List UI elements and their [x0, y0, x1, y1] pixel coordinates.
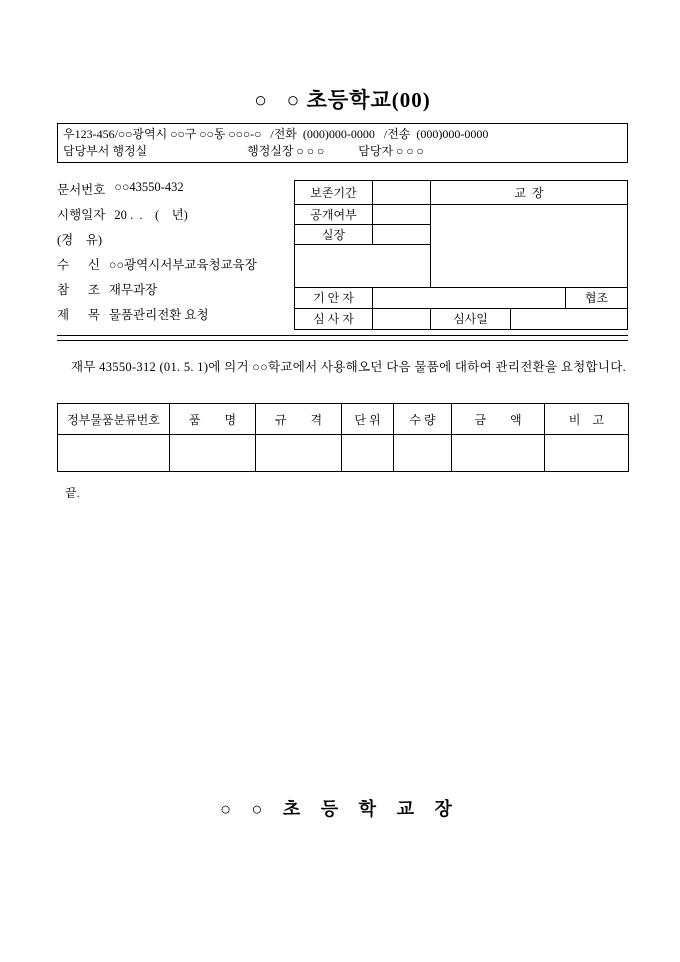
item-cell	[58, 435, 170, 472]
examiner-label-cell: 심 사 자	[294, 308, 372, 329]
retention-label-cell: 보존기간	[294, 181, 372, 205]
item-cell	[394, 435, 452, 472]
document-info-section	[57, 180, 628, 330]
doc-info-row-date	[57, 205, 294, 230]
doc-info-value: ○○광역시서부교육청교육장	[108, 258, 257, 272]
drafter-label-cell: 기 안 자	[294, 287, 372, 308]
doc-info-value: ○○43550-432	[114, 180, 184, 194]
cooperation-label-cell: 협조	[565, 287, 627, 308]
item-cell	[170, 435, 256, 472]
section-divider	[57, 335, 628, 341]
items-header-row	[58, 404, 629, 435]
item-cell	[256, 435, 342, 472]
chief-label-cell: 실장	[294, 225, 372, 245]
col-amount: 금 액	[452, 404, 545, 435]
principal-title-cell: 교 장	[430, 181, 627, 205]
doc-info-label: 참 조	[57, 283, 100, 297]
doc-info-label: 제 목	[57, 308, 100, 322]
body-paragraph: 재무 43550-312 (01. 5. 1)에 의거 ○○학교에서 사용해오던 다음 물품에 대하여 관리전환을 요청합니다.	[71, 360, 627, 374]
retention-value-cell	[372, 181, 430, 205]
approval-gap-cell	[294, 245, 430, 287]
doc-info-label: 시행일자	[57, 208, 106, 222]
col-unit: 단 위	[342, 404, 394, 435]
header-address-line: 우123-456/○○광역시 ○○구 ○○동 ○○○-○ /전화 (000)000-0000 /전송 (000)000-0000	[63, 127, 489, 141]
drafter-value-cell	[372, 287, 565, 308]
col-remarks: 비 고	[545, 404, 629, 435]
col-item-name: 품 명	[170, 404, 256, 435]
col-quantity: 수 량	[394, 404, 452, 435]
doc-info-label: 수 신	[57, 258, 100, 272]
doc-info-row-reference	[57, 280, 294, 305]
signature-line: ○ ○ 초 등 학 교 장	[220, 799, 460, 819]
doc-info-row-via	[57, 230, 294, 255]
header-chief: 행정실장 ○ ○ ○	[247, 144, 325, 158]
doc-info-column	[57, 180, 294, 330]
items-empty-row	[58, 435, 629, 472]
examiner-value-cell	[372, 308, 430, 329]
header-dept-line	[63, 143, 622, 160]
doc-info-row-recipient	[57, 255, 294, 280]
item-cell	[342, 435, 394, 472]
doc-info-value: 재무과장	[108, 283, 158, 297]
doc-info-label: 문서번호	[57, 183, 106, 197]
doc-info-row-docnumber	[57, 180, 294, 205]
items-table	[57, 403, 629, 472]
item-cell	[545, 435, 629, 472]
header-dept: 담당부서 행정실	[63, 144, 148, 158]
col-classification-number: 정부물품분류번호	[58, 404, 170, 435]
document-content	[57, 84, 628, 501]
end-mark: 끝.	[65, 486, 80, 500]
doc-info-value: 20 . . ( 년)	[114, 208, 188, 222]
disclosure-value-cell	[372, 205, 430, 225]
doc-info-row-subject	[57, 305, 294, 330]
header-box	[57, 123, 628, 163]
exam-date-label-cell: 심사일	[430, 308, 510, 329]
doc-info-label: (경 유)	[57, 233, 102, 247]
document-title: ○ ○ 초등학교(00)	[254, 88, 431, 112]
principal-signature-cell	[430, 205, 627, 288]
chief-value-cell	[372, 225, 430, 245]
doc-info-value: 물품관리전환 요청	[108, 308, 209, 322]
disclosure-label-cell: 공개여부	[294, 205, 372, 225]
approval-box	[294, 180, 628, 330]
header-manager: 담당자 ○ ○ ○	[358, 144, 424, 158]
exam-date-value-cell	[510, 308, 627, 329]
item-cell	[452, 435, 545, 472]
col-spec: 규 격	[256, 404, 342, 435]
